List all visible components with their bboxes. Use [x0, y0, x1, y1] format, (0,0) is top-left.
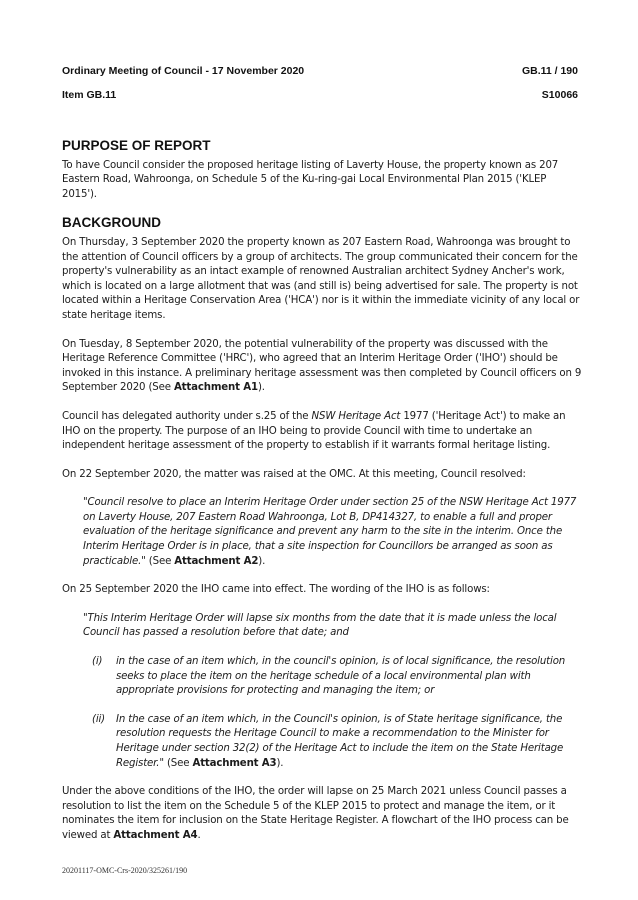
background-paragraph-5: On 25 September 2020 the IHO came into effect. The wording of the IHO is as follows: [62, 584, 490, 596]
iho-condition-i [92, 655, 584, 699]
file-reference: S10066 [541, 89, 578, 101]
list-text: in the case of an item which, in the council's opinion, is of local significance, the resolution seeks to place the item on the heritage schedule of a local environmental plan with appropriate provisions for protecting and managing the item; or [116, 656, 566, 697]
iho-condition-ii [92, 713, 584, 771]
attachment-a3-link[interactable]: Attachment A3 [192, 757, 277, 769]
background-paragraph-1: On Thursday, 3 September 2020 the property known as 207 Eastern Road, Wahroonga was brought to the attention of Council officers by a group of architects. The group communicated their concern for the property's vulnerability as an intact example of renowned Australian architect Sydney Ancher's work, which is located on a large allotment that was (and still is) being advertised for sale. The property is not located within a Heritage Conservation Area ('HCA') nor is it within the immediate vicinity of any local or state heritage items. [62, 236, 580, 321]
paragraph-end: . [197, 829, 201, 841]
item-number: Item GB.11 [62, 89, 117, 101]
list-number: (ii) [92, 713, 106, 725]
background-paragraph-3 [62, 410, 584, 454]
list-end: ). [276, 757, 284, 769]
paragraph-text-rest: 1977 ('Heritage Act') to make an IHO on the property. The purpose of an IHO being to provide Council with time to undertake an independent heritage assessment of the property to establish if it warrants formal heritage listing. [62, 410, 566, 452]
paragraph-text: On Tuesday, 8 September 2020, the potential vulnerability of the property was discussed with the Heritage Reference Committee ('HRC'), who agreed that an Interim Heritage Order ('IHO') should be invoked in this instance. A preliminary heritage assessment was then completed by Council officers on 9 September 2020 (See [62, 338, 582, 394]
paragraph-text: Under the above conditions of the IHO, the order will lapse on 25 March 2021 unless Council passes a resolution to list the item on the Schedule 5 of the KLEP 2015 to protect and manage the item, or it nominates the item for inclusion on the State Heritage Register. A flowchart of the IHO process can be viewed at [62, 786, 569, 841]
list-see: (See [163, 757, 193, 769]
report-body [62, 139, 584, 858]
purpose-heading: PURPOSE OF REPORT [62, 138, 211, 153]
background-paragraph-6 [62, 785, 584, 843]
background-paragraph-4: On 22 September 2020, the matter was raised at the OMC. At this meeting, Council resolved: [62, 468, 526, 480]
meeting-title: Ordinary Meeting of Council - 17 November 2020 [62, 65, 305, 77]
purpose-paragraph: To have Council consider the proposed heritage listing of Laverty House, the property known as 207 Eastern Road, Wahroonga, on Schedule 5 of the Ku-ring-gai Local Environmental Plan 2015 ('KLEP 2015'). [62, 159, 559, 200]
council-resolution-quote [83, 496, 584, 569]
attachment-a2-link[interactable]: Attachment A2 [174, 555, 259, 567]
paragraph-text: Council has delegated authority under s.25 of the [62, 410, 312, 422]
list-number: (i) [92, 656, 103, 668]
attachment-a1-link[interactable]: Attachment A1 [173, 382, 258, 394]
attachment-a4-link[interactable]: Attachment A4 [113, 829, 198, 841]
document-id-footer: 20201117-OMC-Crs-2020/325261/190 [62, 866, 188, 875]
background-paragraph-2 [62, 338, 584, 396]
quote-text: "Council resolve to place an Interim Heritage Order under section 25 of the NSW Heritage Act 1977 on Laverty House, 207 Eastern Road Wahroonga, Lot B, DP414327, to enable a full and proper evaluation of the heritage significance and prevent any harm to the site in the interim. Once the Interim Heritage Order is in place, that a site inspection for Councillors be arranged as soon as practicable." [83, 497, 577, 567]
list-text: In the case of an item which, in the Council's opinion, is of State heritage significance, the resolution requests the Heritage Council to make a recommendation to the Minister for Heritage under section 32(2) of the Heritage Act to include the item on the State Heritage Register." [116, 713, 564, 769]
iho-wording-quote: "This Interim Heritage Order will lapse six months from the date that it is made unless the local Council has passed a resolution before that date; and [83, 612, 557, 639]
paragraph-end: ). [257, 382, 265, 394]
quote-see: (See [145, 555, 175, 567]
page-reference: GB.11 / 190 [521, 65, 578, 77]
quote-end: ). [258, 555, 266, 567]
act-name: NSW Heritage Act [311, 410, 401, 422]
background-heading: BACKGROUND [62, 215, 161, 231]
